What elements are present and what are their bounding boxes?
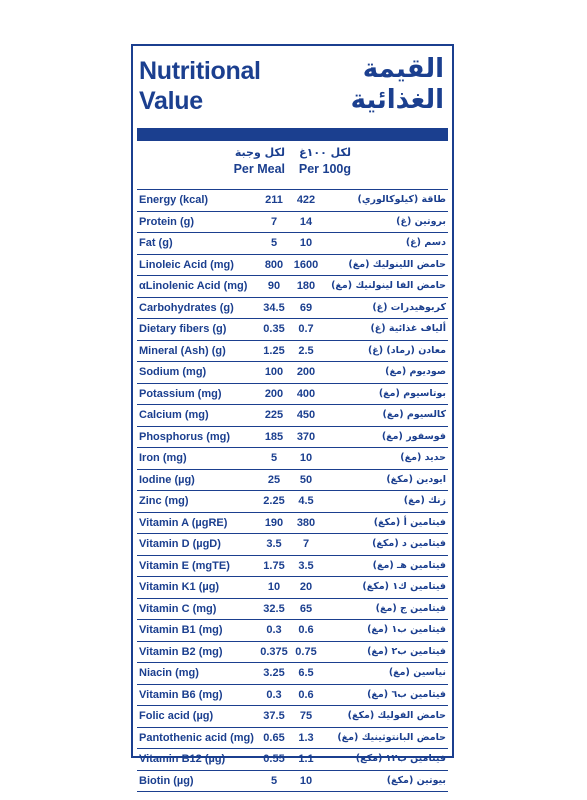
- per-100g-value: 75: [299, 710, 313, 722]
- nutrient-name: Calcium (mg): [139, 409, 209, 421]
- nutrient-name-arabic: بيوتين (مكغ): [386, 774, 446, 786]
- title-arabic: [351, 54, 444, 116]
- per-meal-value: 3.5: [266, 538, 282, 550]
- nutrient-name: αLinolenic Acid (mg): [139, 280, 248, 292]
- nutrient-name: Vitamin E (mgTE): [139, 559, 230, 572]
- per-meal-value: 5: [270, 237, 278, 249]
- per-100g-value: 450: [296, 409, 316, 421]
- table-row: [137, 513, 448, 535]
- per-meal-value: 800: [264, 258, 284, 271]
- per-100g-value: 1600: [293, 258, 319, 271]
- column-header-per-meal-arabic: لكل وجبة: [234, 146, 285, 159]
- nutrient-name: Niacin (mg): [139, 667, 199, 679]
- per-100g-value: 10: [299, 774, 313, 787]
- nutrient-name-arabic: فيتامين ك١ (مكغ): [362, 581, 446, 592]
- nutrient-name: Vitamin A (µgRE): [139, 516, 228, 529]
- per-100g-value: 10: [299, 237, 313, 249]
- per-100g-value: 69: [299, 301, 313, 314]
- per-meal-value: 2.25: [263, 495, 285, 507]
- per-100g-value: 1.1: [298, 753, 314, 765]
- title-english-line1: Nutritional: [139, 57, 261, 85]
- per-100g-value: 10: [299, 452, 313, 464]
- nutrient-name: Biotin (µg): [139, 774, 194, 787]
- per-100g-value: 14: [299, 215, 313, 228]
- per-meal-value: 10: [267, 581, 281, 593]
- per-meal-value: 90: [267, 280, 281, 292]
- per-meal-value: 100: [264, 366, 284, 378]
- table-row: [137, 599, 448, 621]
- nutrient-name-arabic: فيتامين ب٦ (مغ): [367, 688, 446, 700]
- table-row: [137, 384, 448, 406]
- table-row: [137, 405, 448, 427]
- table-row: [137, 577, 448, 599]
- table-row: [137, 212, 448, 234]
- per-meal-value: 37.5: [263, 710, 285, 722]
- title-english: [139, 56, 261, 116]
- column-header-per-meal: [217, 142, 285, 182]
- nutrient-name-arabic: فيتامين د (مكغ): [372, 538, 446, 549]
- nutrient-name-arabic: فيتامين هـ (مغ): [372, 559, 446, 571]
- nutrient-name: Vitamin C (mg): [139, 602, 217, 615]
- nutrient-name: Vitamin D (µgD): [139, 538, 221, 550]
- per-100g-value: 180: [296, 280, 316, 292]
- nutrient-name: Folic acid (µg): [139, 710, 214, 722]
- nutrient-name: Vitamin B1 (mg): [139, 624, 223, 636]
- title-arabic-line2: الغذائية: [350, 85, 444, 115]
- per-100g-value: 4.5: [298, 495, 314, 507]
- per-100g-value: 50: [299, 473, 313, 486]
- table-row: [137, 470, 448, 492]
- nutrient-name-arabic: فوسفور (مغ): [381, 430, 446, 442]
- per-100g-value: 0.7: [298, 323, 314, 335]
- table-row: [137, 620, 448, 642]
- table-row: [137, 771, 448, 793]
- per-meal-value: 0.55: [263, 753, 285, 765]
- title-english-line2: Value: [139, 87, 203, 115]
- table-row: [137, 685, 448, 707]
- per-meal-value: 32.5: [263, 602, 285, 615]
- per-meal-value: 1.25: [263, 344, 285, 357]
- table-row: [137, 663, 448, 685]
- nutrient-name: Zinc (mg): [139, 495, 189, 507]
- nutrient-name-arabic: فيتامين ب٢ (مغ): [367, 645, 446, 657]
- nutrient-name: Linoleic Acid (mg): [139, 258, 234, 271]
- per-meal-value: 5: [270, 452, 278, 464]
- nutrient-name: Vitamin B6 (mg): [139, 688, 223, 701]
- nutrient-name: Vitamin B2 (mg): [139, 645, 223, 658]
- per-100g-value: 422: [296, 194, 316, 206]
- table-row: [137, 362, 448, 384]
- nutrient-name: Carbohydrates (g): [139, 301, 234, 314]
- nutrient-name-arabic: دسم (غ): [405, 237, 446, 248]
- column-header-per-100g-arabic: لكل ١٠٠غ: [299, 146, 351, 159]
- title-arabic-line1: القيمة: [362, 54, 444, 84]
- per-100g-value: 0.6: [298, 688, 314, 701]
- table-row: [137, 190, 448, 212]
- nutrient-table: [137, 189, 448, 792]
- table-row: [137, 448, 448, 470]
- per-meal-value: 5: [270, 774, 278, 787]
- per-100g-value: 7: [302, 538, 310, 550]
- nutrient-name-arabic: حامض الفوليك (مكغ): [347, 710, 446, 721]
- per-100g-value: 65: [299, 602, 313, 615]
- nutrient-name: Dietary fibers (g): [139, 323, 227, 335]
- nutrient-name-arabic: كربوهيدرات (غ): [372, 301, 446, 313]
- nutrient-name: Iron (mg): [139, 452, 187, 464]
- per-meal-value: 211: [265, 194, 283, 206]
- per-100g-value: 0.6: [298, 624, 314, 636]
- per-meal-value: 1.75: [263, 559, 285, 572]
- nutrient-name-arabic: فيتامين ب١٢ (مكغ): [355, 753, 446, 764]
- per-100g-value: 1.3: [298, 731, 314, 744]
- table-row: [137, 233, 448, 255]
- per-meal-value: 185: [264, 430, 284, 443]
- per-meal-value: 0.3: [266, 688, 282, 701]
- nutrient-name: Protein (g): [139, 215, 194, 228]
- table-row: [137, 749, 448, 771]
- per-100g-value: 20: [299, 581, 313, 593]
- per-100g-value: 3.5: [298, 559, 314, 572]
- per-meal-value: 0.65: [263, 731, 285, 744]
- nutrient-name: Pantothenic acid (mg): [139, 731, 254, 744]
- nutrient-name-arabic: فيتامين ج (مغ): [375, 602, 446, 614]
- nutrient-name: Potassium (mg): [139, 387, 222, 400]
- per-100g-value: 0.75: [295, 645, 317, 658]
- nutrient-name: Energy (kcal): [139, 194, 209, 206]
- table-row: [137, 341, 448, 363]
- per-meal-value: 34.5: [263, 301, 285, 314]
- table-row: [137, 298, 448, 320]
- nutrient-name-arabic: حامض اللينوليك (مغ): [348, 258, 446, 270]
- table-row: [137, 556, 448, 578]
- table-row: [137, 255, 448, 277]
- nutrient-name-arabic: معادن (رماد) (غ): [367, 344, 446, 356]
- nutrient-name-arabic: ألياف غذائية (غ): [370, 323, 446, 334]
- nutrient-name-arabic: حديد (مغ): [400, 452, 446, 463]
- nutrient-name: Sodium (mg): [139, 366, 207, 378]
- nutrition-panel: [131, 44, 454, 787]
- nutrient-name: Iodine (µg): [139, 473, 195, 486]
- per-meal-value: 190: [264, 516, 284, 529]
- nutrient-name-arabic: حامض البانتوثينيك (مغ): [337, 731, 446, 743]
- nutrient-name: Fat (g): [139, 237, 173, 249]
- nutrient-name-arabic: ايودين (مكغ): [386, 473, 446, 485]
- table-row: [137, 728, 448, 750]
- nutrient-name-arabic: بوتاسيوم (مغ): [378, 387, 446, 399]
- nutrient-name-arabic: طاقة (كيلوكالوري): [357, 194, 446, 205]
- table-row: [137, 642, 448, 664]
- nutrient-name-arabic: حامض الفا لينولنيك (مغ): [331, 280, 446, 291]
- nutrient-name: Vitamin B12 (µg): [139, 753, 226, 765]
- nutrient-name-arabic: صوديوم (مغ): [385, 366, 446, 377]
- nutrient-name-arabic: كالسيوم (مغ): [382, 409, 446, 420]
- nutrient-name: Mineral (Ash) (g): [139, 344, 226, 357]
- table-row: [137, 276, 448, 298]
- nutrient-name-arabic: فيتامين ب١ (مغ): [367, 624, 446, 635]
- table-row: [137, 491, 448, 513]
- nutrient-name-arabic: زنك (مغ): [403, 495, 446, 506]
- per-100g-value: 200: [296, 366, 316, 378]
- per-100g-value: 6.5: [298, 667, 314, 679]
- per-meal-value: 25: [267, 473, 281, 486]
- nutrient-name-arabic: بروتين (غ): [396, 215, 446, 227]
- column-header-per-meal-english: Per Meal: [233, 162, 285, 176]
- per-meal-value: 0.3: [266, 624, 282, 636]
- header-divider-bar: [137, 128, 448, 141]
- nutrient-name-arabic: فيتامين أ (مكغ): [373, 516, 446, 528]
- nutrient-name: Vitamin K1 (µg): [139, 581, 220, 593]
- per-meal-value: 0.35: [263, 323, 285, 335]
- table-row: [137, 534, 448, 556]
- nutrient-name-arabic: نياسين (مغ): [388, 667, 446, 678]
- per-meal-value: 7: [270, 215, 278, 228]
- table-row: [137, 706, 448, 728]
- per-100g-value: 380: [296, 516, 316, 529]
- per-meal-value: 225: [264, 409, 284, 421]
- per-meal-value: 3.25: [263, 667, 285, 679]
- column-header-per-100g-english: Per 100g: [298, 162, 351, 176]
- per-100g-value: 370: [296, 430, 316, 443]
- nutrient-name: Phosphorus (mg): [139, 430, 231, 443]
- table-row: [137, 427, 448, 449]
- table-row: [137, 319, 448, 341]
- per-meal-value: 0.375: [260, 645, 288, 658]
- per-100g-value: 400: [296, 387, 316, 400]
- per-100g-value: 2.5: [298, 344, 314, 357]
- per-meal-value: 200: [264, 387, 284, 400]
- column-header-per-100g: [283, 142, 351, 182]
